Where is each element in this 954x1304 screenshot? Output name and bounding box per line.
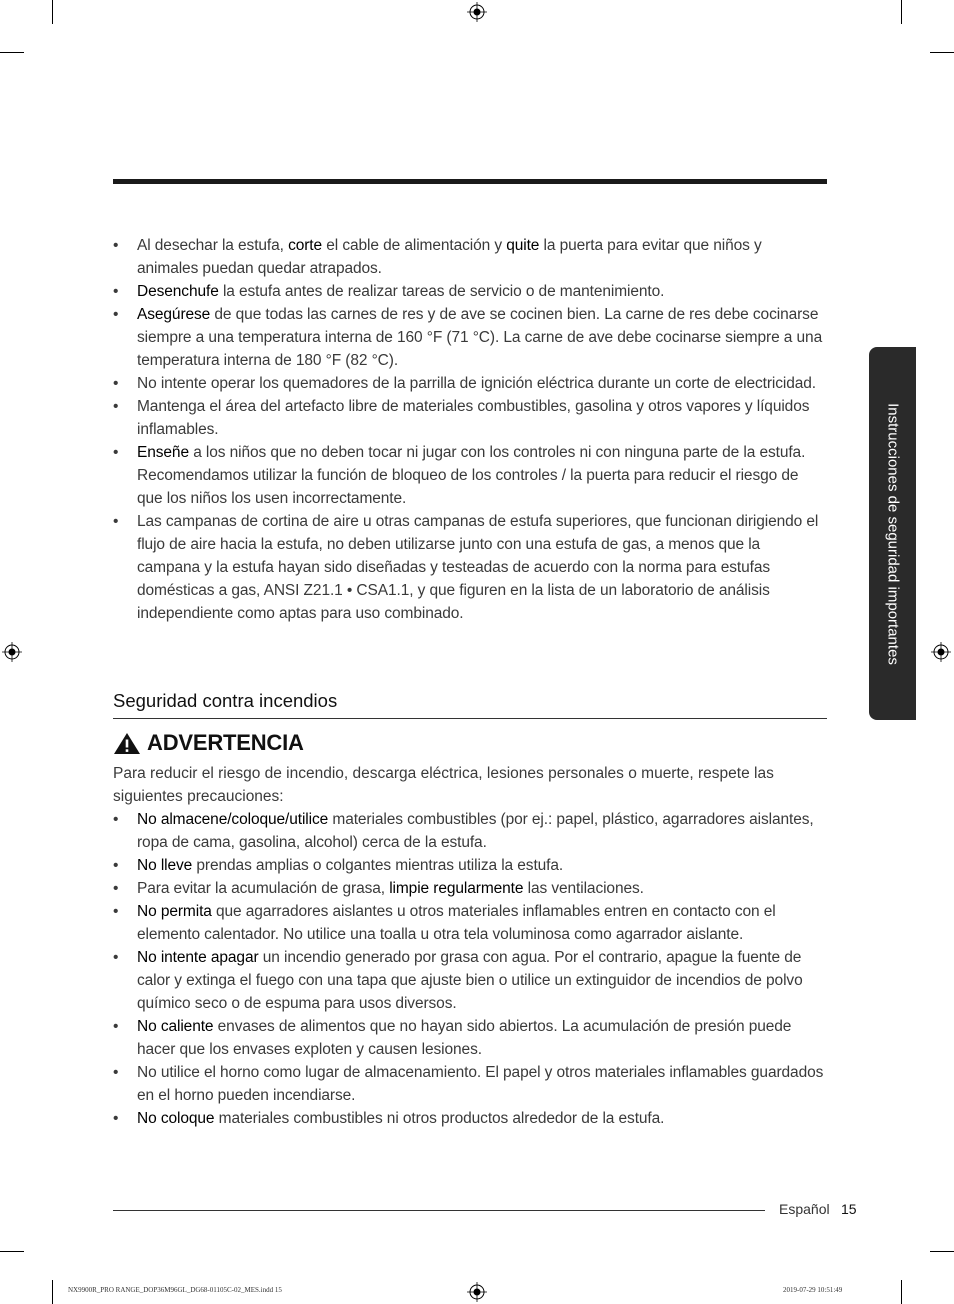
body-text: que agarradores aislantes u otros materiales inflamables entren en contacto con el elemento calentador. No utilice una toalla u otra tela voluminosa como agarrador aislante. bbox=[137, 903, 776, 943]
bullet-glyph: • bbox=[113, 513, 119, 530]
registration-mark-icon bbox=[467, 1282, 487, 1302]
bullet-glyph: • bbox=[113, 949, 119, 966]
crop-mark bbox=[0, 52, 24, 53]
side-tab-label: Instrucciones de seguridad importantes bbox=[884, 402, 901, 665]
emphasis-text: No permita bbox=[137, 903, 212, 920]
section-rule bbox=[113, 718, 827, 719]
emphasis-text: No lleve bbox=[137, 857, 193, 874]
list-item bbox=[113, 510, 827, 625]
fire-safety-section bbox=[113, 762, 827, 1130]
body-text: Mantenga el área del artefacto libre de materiales combustibles, gasolina y otros vapores y líquidos inflamables. bbox=[137, 398, 810, 438]
body-text: prendas amplias o colgantes mientras utiliza la estufa. bbox=[192, 857, 564, 874]
body-text: Al desechar la estufa, bbox=[137, 237, 289, 254]
crop-mark bbox=[901, 1280, 902, 1304]
chapter-side-tab bbox=[869, 347, 916, 720]
list-item bbox=[113, 1015, 827, 1061]
list-item bbox=[113, 1107, 827, 1130]
header-rule bbox=[113, 179, 827, 184]
list-item bbox=[113, 854, 827, 877]
emphasis-text: Desenchufe bbox=[137, 283, 219, 300]
emphasis-text: Asegúrese bbox=[137, 306, 211, 323]
list-item bbox=[113, 946, 827, 1015]
list-item bbox=[113, 234, 827, 280]
emphasis-text: No almacene/coloque/utilice bbox=[137, 811, 329, 828]
print-slug-file: NX9900R_PRO RANGE_DOP36M96GL_DG68-01105C-02_MES.indd 15 bbox=[68, 1286, 282, 1294]
bullet-glyph: • bbox=[113, 1018, 119, 1035]
registration-mark-icon bbox=[931, 642, 951, 662]
crop-mark bbox=[52, 0, 53, 24]
body-text: un incendio generado por grasa con agua. Por el contrario, apague la fuente de calor y extinga el fuego con una tapa que ajuste bien o utilice un extinguidor de incendios de polvo químico seco o de espuma para usos diversos. bbox=[137, 949, 803, 1012]
fire-bullet-list bbox=[113, 808, 827, 1130]
body-text: Para evitar la acumulación de grasa, bbox=[137, 880, 390, 897]
emphasis-text: Enseñe bbox=[137, 444, 189, 461]
warning-heading bbox=[113, 730, 304, 756]
bullet-glyph: • bbox=[113, 237, 119, 254]
safety-bullet-list bbox=[113, 234, 827, 625]
emphasis-text: No coloque bbox=[137, 1110, 215, 1127]
crop-mark bbox=[930, 52, 954, 53]
bullet-glyph: • bbox=[113, 811, 119, 828]
bullet-glyph: • bbox=[113, 857, 119, 874]
page-number: 15 bbox=[841, 1201, 857, 1217]
bullet-glyph: • bbox=[113, 880, 119, 897]
body-text: el cable de alimentación y bbox=[322, 237, 507, 254]
body-text: No intente operar los quemadores de la parrilla de ignición eléctrica durante un corte de electricidad. bbox=[137, 375, 816, 392]
bullet-glyph: • bbox=[113, 306, 119, 323]
bullet-glyph: • bbox=[113, 398, 119, 415]
bullet-glyph: • bbox=[113, 375, 119, 392]
print-slug-date: 2019-07-29 10:51:49 bbox=[783, 1286, 843, 1294]
list-item bbox=[113, 1061, 827, 1107]
footer-language: Español bbox=[779, 1201, 830, 1217]
body-text: envases de alimentos que no hayan sido abiertos. La acumulación de presión puede hacer que los envases exploten y causen lesiones. bbox=[137, 1018, 792, 1058]
body-text: No utilice el horno como lugar de almacenamiento. El papel y otros materiales inflamables guardados en el horno pueden incendiarse. bbox=[137, 1064, 824, 1104]
list-item bbox=[113, 808, 827, 854]
crop-mark bbox=[0, 1251, 24, 1252]
warning-triangle-icon bbox=[113, 731, 141, 755]
warning-label: ADVERTENCIA bbox=[147, 730, 304, 755]
list-item bbox=[113, 900, 827, 946]
emphasis-text: quite bbox=[506, 237, 540, 254]
crop-mark bbox=[930, 1251, 954, 1252]
list-item bbox=[113, 303, 827, 372]
body-text: Las campanas de cortina de aire u otras campanas de estufa superiores, que funcionan dirigiendo el flujo de aire hacia la estufa, no deben utilizarse junto con una estufa de gas, a menos que la campana y la estufa hayan sido diseñadas y testeadas de acuerdo con la norma para estufas domésticas a gas, ANSI Z21.1 • CSA1.1, y que figuren en la lista de un laboratorio de análisis independiente como aptas para uso combinado. bbox=[137, 513, 819, 622]
bullet-glyph: • bbox=[113, 444, 119, 461]
body-text: a los niños que no deben tocar ni jugar con los controles ni con ninguna parte de la estufa. Recomendamos utilizar la función de bloqueo de los controles / la puerta para reducir el riesgo de que los niños los usen incorrectamente. bbox=[137, 444, 806, 507]
body-text: la estufa antes de realizar tareas de servicio o de mantenimiento. bbox=[218, 283, 665, 300]
list-item bbox=[113, 280, 827, 303]
section-title: Seguridad contra incendios bbox=[113, 690, 338, 711]
body-text: materiales combustibles ni otros productos alrededor de la estufa. bbox=[214, 1110, 665, 1127]
bullet-glyph: • bbox=[113, 1064, 119, 1081]
emphasis-text: limpie regularmente bbox=[389, 880, 524, 897]
body-text: materiales combustibles (por ej.: papel, plástico, agarradores aislantes, ropa de cama, gasolina, alcohol) cerca de la estufa. bbox=[137, 811, 814, 851]
registration-mark-icon bbox=[467, 2, 487, 22]
safety-list-section bbox=[113, 234, 827, 625]
bullet-glyph: • bbox=[113, 283, 119, 300]
bullet-glyph: • bbox=[113, 903, 119, 920]
registration-mark-icon bbox=[2, 642, 22, 662]
crop-mark bbox=[52, 1280, 53, 1304]
emphasis-text: No caliente bbox=[137, 1018, 214, 1035]
warning-intro: Para reducir el riesgo de incendio, descarga eléctrica, lesiones personales o muerte, respete las siguientes precauciones: bbox=[113, 765, 774, 805]
list-item bbox=[113, 395, 827, 441]
body-text: las ventilaciones. bbox=[523, 880, 644, 897]
list-item bbox=[113, 877, 827, 900]
emphasis-text: corte bbox=[288, 237, 323, 254]
body-text: de que todas las carnes de res y de ave se cocinen bien. La carne de res debe cocinarse siempre a una temperatura interna de 160 °F (71 °C). La carne de ave debe cocinarse siempre a una temperatura interna de 180 °F (82 °C). bbox=[137, 306, 823, 369]
bullet-glyph: • bbox=[113, 1110, 119, 1127]
list-item bbox=[113, 441, 827, 510]
crop-mark bbox=[901, 0, 902, 24]
body-text: la puerta para evitar que niños y animales puedan quedar atrapados. bbox=[137, 237, 762, 277]
footer-rule bbox=[113, 1210, 765, 1211]
list-item bbox=[113, 372, 827, 395]
emphasis-text: No intente apagar bbox=[137, 949, 259, 966]
